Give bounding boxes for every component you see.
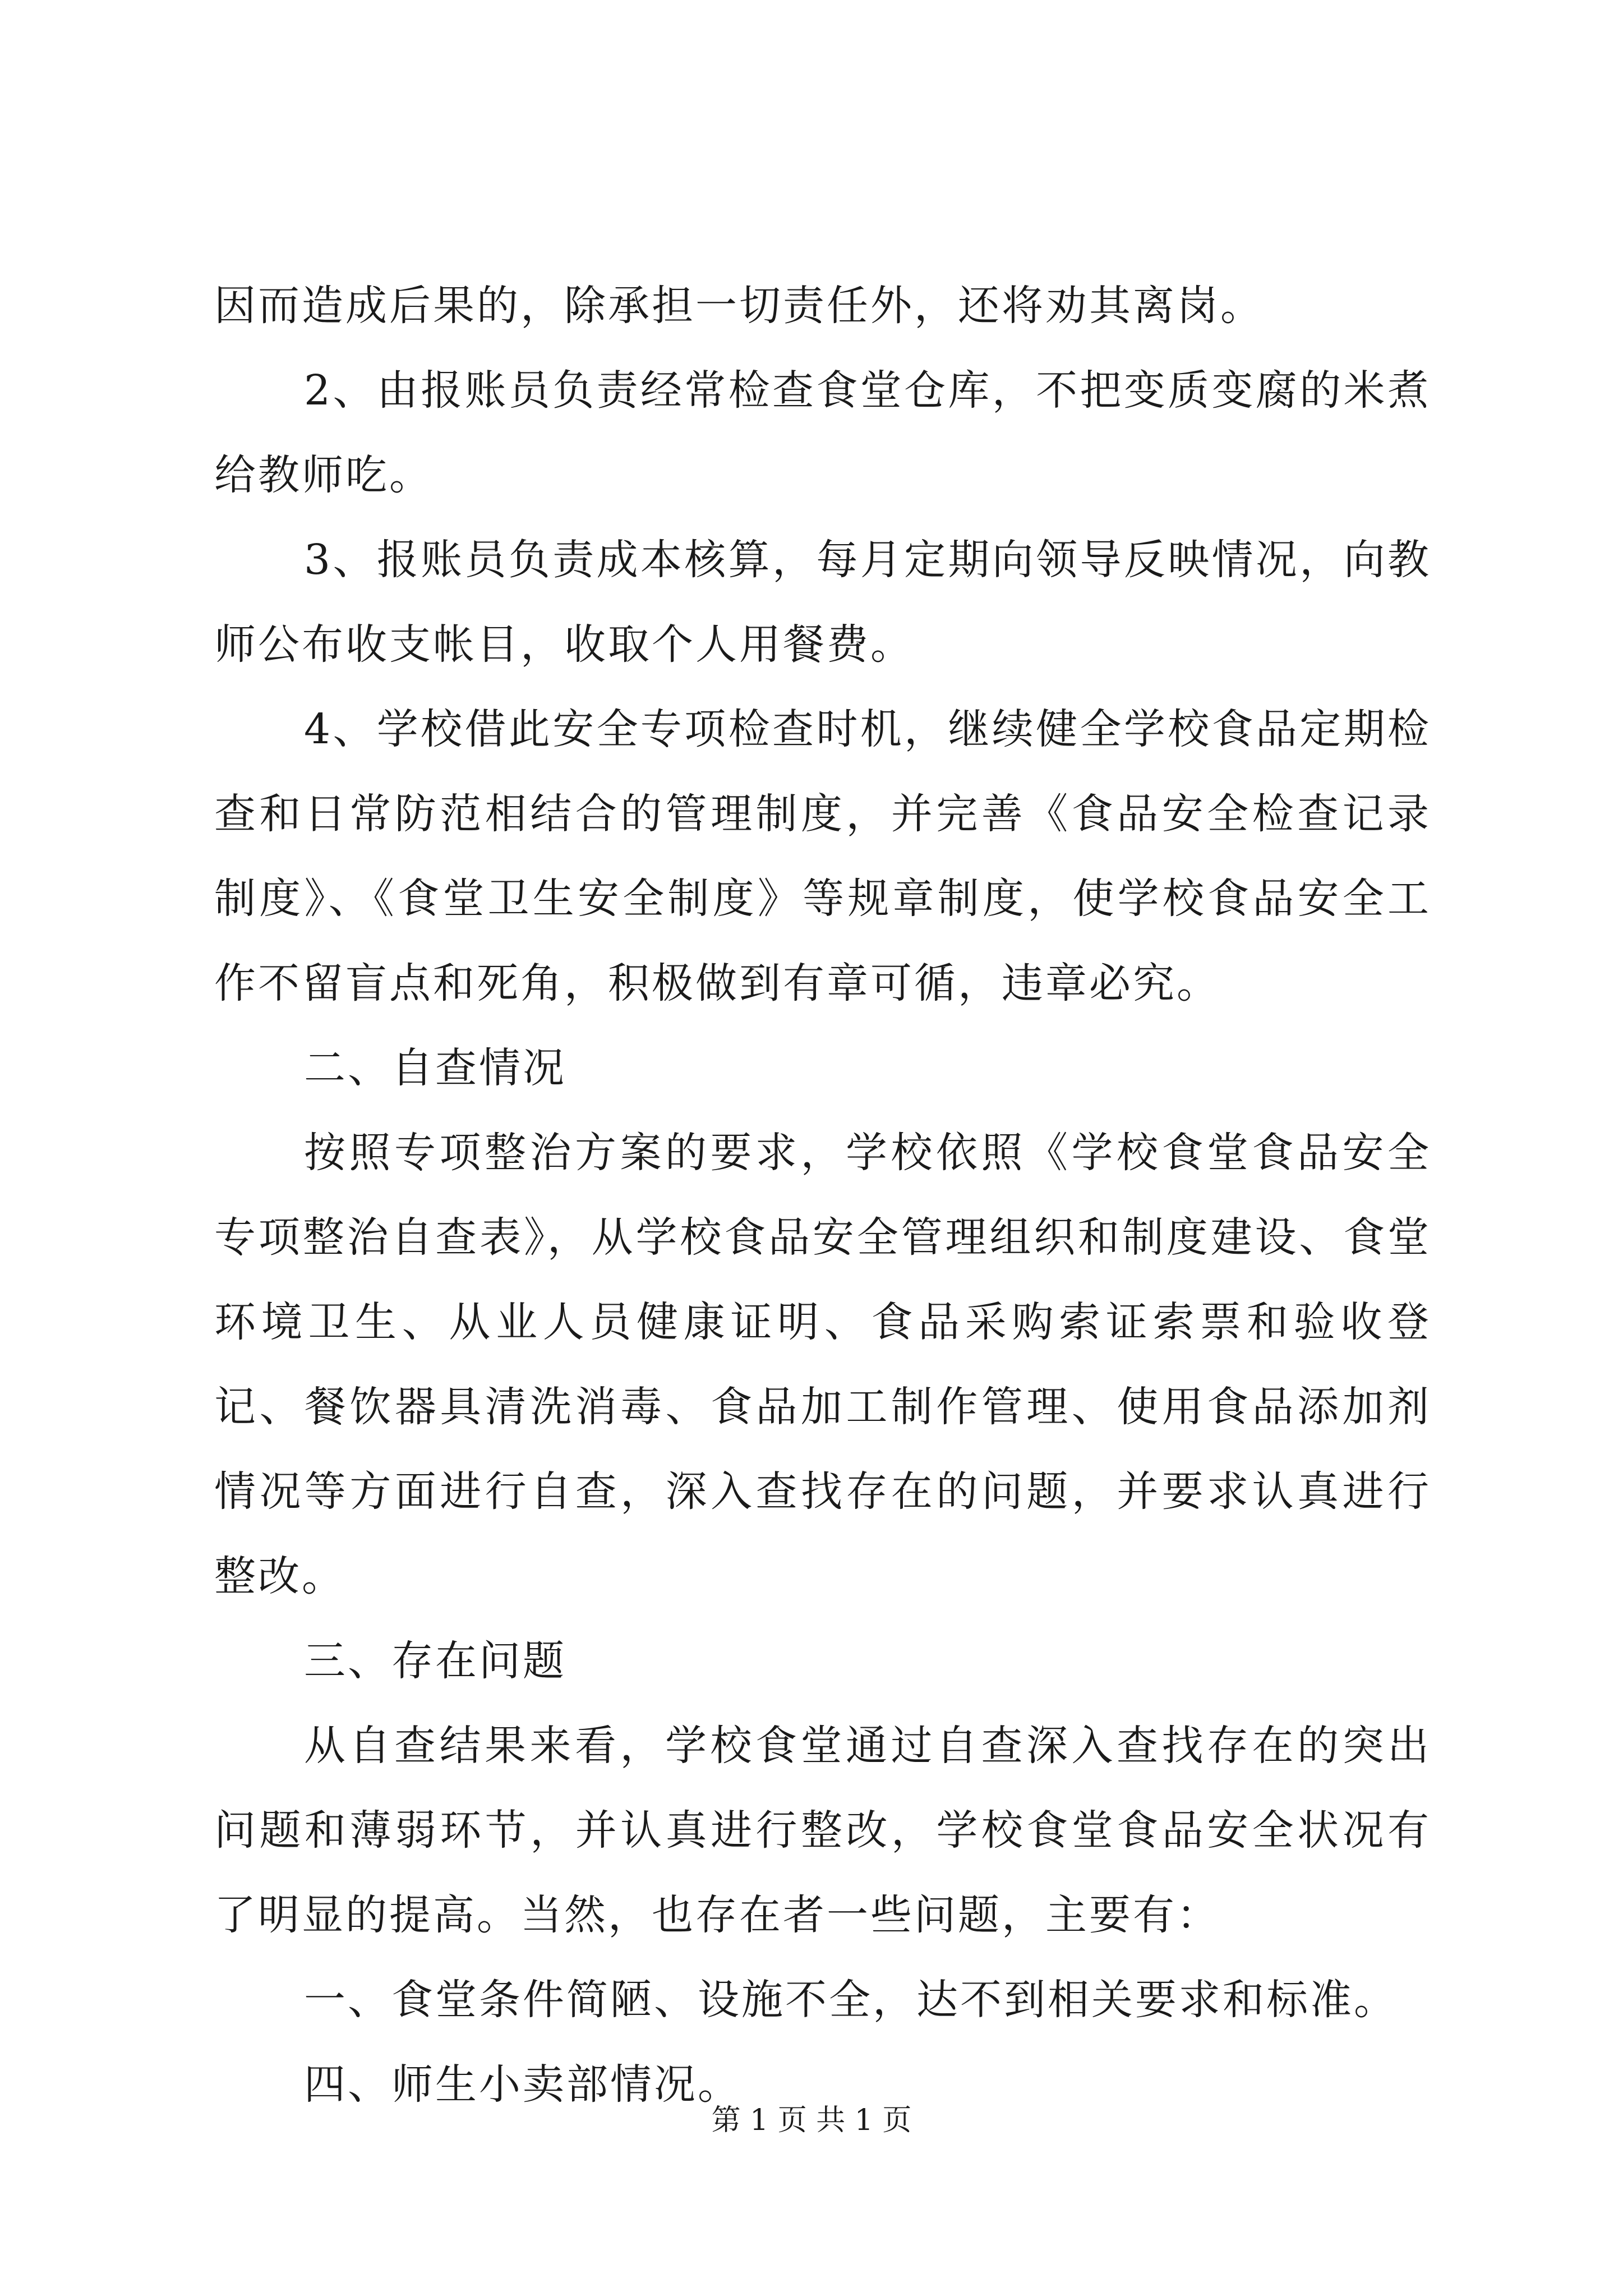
paragraph-problem-item-1: 一、食堂条件简陋、设施不全，达不到相关要求和标准。 bbox=[304, 1976, 1398, 2024]
paragraph-item-2: 2、由报账员负责经常检查食堂仓库，不把变质变腐的米煮给教师吃。 bbox=[214, 366, 1431, 499]
section-heading-self-check: 二、自查情况 bbox=[304, 1044, 566, 1092]
section-heading-shop: 四、师生小卖部情况。 bbox=[304, 2060, 741, 2109]
paragraph-item-3: 3、报账员负责成本核算，每月定期向领导反映情况，向教师公布收支帐目，收取个人用餐费。 bbox=[214, 536, 1431, 669]
document-body bbox=[214, 264, 1431, 2127]
section-heading-problems: 三、存在问题 bbox=[304, 1637, 566, 1685]
page-number-footer: 第 1 页 共 1 页 bbox=[711, 2104, 912, 2137]
paragraph-problems: 从自查结果来看，学校食堂通过自查深入查找存在的突出问题和薄弱环节，并认真进行整改，学校食堂食品安全状况有了明显的提高。当然，也存在者一些问题，主要有： bbox=[214, 1722, 1431, 1939]
paragraph-item-4: 4、学校借此安全专项检查时机，继续健全学校食品定期检查和日常防范相结合的管理制度，并完善《食品安全检查记录制度》、《食堂卫生安全制度》等规章制度，使学校食品安全工作不留盲点和死角，积极做到有章可循，违章必究。 bbox=[214, 705, 1431, 1007]
paragraph-continuation: 因而造成后果的，除承担一切责任外，还将劝其离岗。 bbox=[214, 282, 1264, 330]
paragraph-self-check: 按照专项整治方案的要求，学校依照《学校食堂食品安全专项整治自查表》，从学校食品安全管理组织和制度建设、食堂环境卫生、从业人员健康证明、食品采购索证索票和验收登记、餐饮器具清洗消毒、食品加工制作管理、使用食品添加剂情况等方面进行自查，深入查找存在的问题，并要求认真进行整改。 bbox=[214, 1129, 1431, 1600]
